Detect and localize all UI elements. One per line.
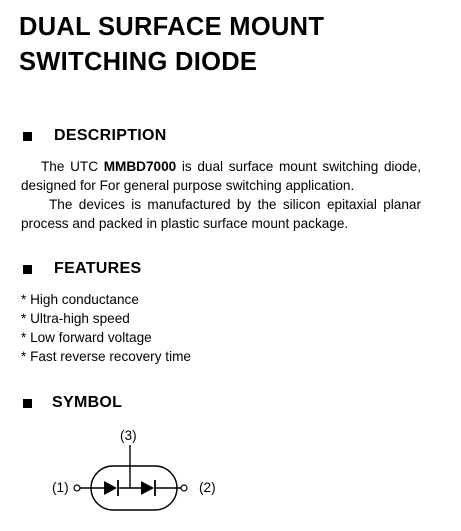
pin-2-label: (2) [199, 480, 216, 495]
feature-item: * High conductance [21, 292, 139, 307]
pin-3-label: (3) [120, 428, 137, 443]
description-p2-line-1: The devices is manufactured by the silicon epitaxial planar [49, 197, 421, 212]
pin-1-label: (1) [52, 480, 69, 495]
diode-symbol-figure [0, 418, 461, 531]
description-p1-prefix: The UTC [41, 159, 104, 174]
section-bullet-icon [23, 132, 32, 141]
description-paragraph-1 [21, 157, 421, 195]
diode-1-triangle [104, 481, 117, 495]
feature-item: * Fast reverse recovery time [21, 349, 191, 364]
description-paragraph-2 [21, 195, 421, 233]
symbol-heading-label: SYMBOL [52, 394, 123, 411]
description-p1-line-2: designed for For general purpose switching application. [21, 178, 355, 193]
document-title-line-2: SWITCHING DIODE [19, 48, 258, 76]
pin-2-terminal [181, 485, 187, 491]
document-title-line-1: DUAL SURFACE MOUNT [19, 13, 325, 41]
description-section-heading [23, 126, 167, 146]
pin-1-terminal [74, 485, 80, 491]
description-heading-label: DESCRIPTION [54, 127, 167, 144]
part-number: MMBD7000 [103, 159, 177, 174]
description-p2-line-2: process and packed in plastic surface mount package. [21, 216, 349, 231]
feature-item: * Ultra-high speed [21, 311, 130, 326]
dual-diode-schematic-icon [0, 418, 461, 531]
features-list [21, 290, 191, 366]
symbol-section-heading [23, 393, 122, 413]
features-heading-label: FEATURES [54, 260, 142, 277]
diode-2-triangle [141, 481, 154, 495]
section-bullet-icon [23, 265, 32, 274]
description-p1-line-1 [21, 157, 421, 176]
description-p1-suffix: is dual surface mount switching diode, [176, 159, 421, 174]
features-section-heading [23, 259, 141, 279]
section-bullet-icon [23, 399, 32, 408]
feature-item: * Low forward voltage [21, 330, 152, 345]
